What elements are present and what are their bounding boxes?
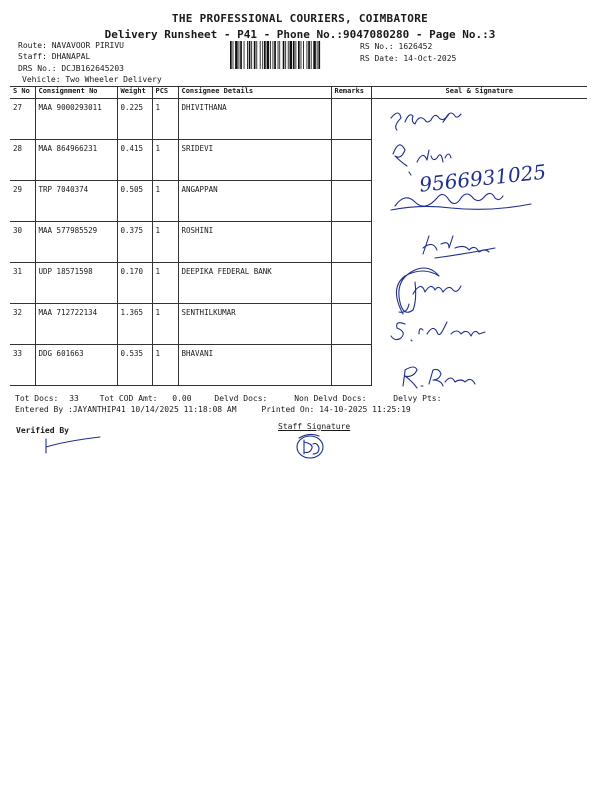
barcode bbox=[229, 41, 355, 69]
route-label: Route: bbox=[18, 41, 47, 50]
row-consignment: MAA 577985529 bbox=[35, 222, 117, 263]
barcode-bar bbox=[264, 41, 266, 69]
row-pcs: 1 bbox=[152, 345, 178, 386]
row-consignee: ANGAPPAN bbox=[178, 181, 331, 222]
row-sno: 32 bbox=[10, 304, 35, 345]
staff-signature-label: Staff Signature bbox=[278, 422, 351, 431]
barcode-bar bbox=[290, 41, 293, 69]
row-consignee: BHAVANI bbox=[178, 345, 331, 386]
barcode-bar bbox=[317, 41, 318, 69]
row-remarks bbox=[331, 222, 371, 263]
row-remarks bbox=[331, 263, 371, 304]
row-pcs: 1 bbox=[152, 304, 178, 345]
tot-docs-value: 33 bbox=[69, 394, 79, 403]
barcode-bar bbox=[235, 41, 238, 69]
row-weight: 0.375 bbox=[117, 222, 152, 263]
signature-row-31 bbox=[396, 268, 461, 314]
row-remarks bbox=[331, 99, 371, 140]
delvd-docs-label: Delvd Docs: bbox=[214, 394, 268, 403]
footer-entered-line bbox=[15, 405, 411, 414]
col-weight: Weight bbox=[117, 87, 152, 99]
non-delvd-docs-label: Non Delvd Docs: bbox=[294, 394, 367, 403]
entered-by-value: JAYANTHIP41 10/14/2025 11:18:08 AM bbox=[72, 405, 237, 414]
vehicle-line bbox=[22, 75, 162, 84]
printed-on-value: 14-10-2025 11:25:19 bbox=[319, 405, 411, 414]
drs-label: DRS No.: bbox=[18, 64, 57, 73]
route-value: NAVAVOOR PIRIVU bbox=[51, 41, 124, 50]
barcode-bar bbox=[273, 41, 274, 69]
row-sno: 33 bbox=[10, 345, 35, 386]
row-remarks bbox=[331, 140, 371, 181]
vehicle-label: Vehicle: bbox=[22, 75, 61, 84]
signature-row-29 bbox=[391, 193, 531, 210]
staff-signature bbox=[293, 432, 329, 460]
verified-by-signature bbox=[42, 433, 104, 455]
signature-row-28-phone: 9566931025 bbox=[418, 159, 548, 197]
row-weight: 1.365 bbox=[117, 304, 152, 345]
rs-date-label: RS Date: bbox=[360, 54, 399, 63]
rs-date-value: 14-Oct-2025 bbox=[403, 54, 457, 63]
barcode-bar bbox=[318, 41, 320, 69]
route-line bbox=[18, 41, 124, 50]
staff-label: Staff: bbox=[18, 52, 47, 61]
drs-line bbox=[18, 64, 124, 73]
row-pcs: 1 bbox=[152, 99, 178, 140]
row-sno: 31 bbox=[10, 263, 35, 304]
barcode-bar bbox=[254, 41, 256, 69]
barcode-bar bbox=[267, 41, 270, 69]
barcode-bar bbox=[249, 41, 251, 69]
barcode-bar bbox=[283, 41, 285, 69]
signature-row-33 bbox=[403, 367, 475, 388]
row-consignment: DDG 601663 bbox=[35, 345, 117, 386]
rs-date-line bbox=[360, 54, 456, 63]
barcode-bar bbox=[295, 41, 296, 69]
row-consignee: ROSHINI bbox=[178, 222, 331, 263]
barcode-bar bbox=[233, 41, 234, 69]
row-sno: 27 bbox=[10, 99, 35, 140]
barcode-bar bbox=[308, 41, 310, 69]
barcode-bar bbox=[298, 41, 300, 69]
row-consignee: DHIVITHANA bbox=[178, 99, 331, 140]
signature-row-27 bbox=[391, 113, 461, 130]
row-pcs: 1 bbox=[152, 181, 178, 222]
tot-cod-label: Tot COD Amt: bbox=[99, 394, 158, 403]
col-consignee: Consignee Details bbox=[178, 87, 331, 99]
row-weight: 0.225 bbox=[117, 99, 152, 140]
row-consignment: UDP 18571598 bbox=[35, 263, 117, 304]
row-sno: 30 bbox=[10, 222, 35, 263]
barcode-bar bbox=[303, 41, 304, 69]
row-consignee: SRIDEVI bbox=[178, 140, 331, 181]
col-remarks: Remarks bbox=[331, 87, 371, 99]
row-remarks bbox=[331, 181, 371, 222]
barcode-bar bbox=[244, 41, 245, 69]
entered-by-label: Entered By : bbox=[15, 405, 73, 414]
footer-totals bbox=[15, 394, 441, 403]
verified-by-label: Verified By bbox=[16, 426, 69, 435]
row-weight: 0.535 bbox=[117, 345, 152, 386]
barcode-bar bbox=[247, 41, 248, 69]
drs-value: DCJB162645203 bbox=[61, 64, 124, 73]
row-remarks bbox=[331, 304, 371, 345]
row-pcs: 1 bbox=[152, 140, 178, 181]
barcode-bar bbox=[288, 41, 289, 69]
row-sno: 28 bbox=[10, 140, 35, 181]
barcode-bar bbox=[311, 41, 312, 69]
barcode-bar bbox=[262, 41, 263, 69]
barcode-bar bbox=[230, 41, 232, 69]
barcode-bar bbox=[307, 41, 308, 69]
barcode-bar bbox=[240, 41, 242, 69]
rs-no-label: RS No.: bbox=[360, 42, 394, 51]
barcode-bar bbox=[301, 41, 302, 69]
col-sno: S No bbox=[10, 87, 35, 99]
row-consignment: TRP 7040374 bbox=[35, 181, 117, 222]
tot-cod-value: 0.00 bbox=[172, 394, 192, 403]
barcode-bar bbox=[274, 41, 276, 69]
row-pcs: 1 bbox=[152, 222, 178, 263]
runsheet-title: Delivery Runsheet - P41 - Phone No.:9047080280 - Page No.:3 bbox=[104, 28, 496, 41]
row-consignment: MAA 864966231 bbox=[35, 140, 117, 181]
rs-no-line bbox=[360, 42, 432, 51]
row-pcs: 1 bbox=[152, 263, 178, 304]
row-remarks bbox=[331, 345, 371, 386]
barcode-bar bbox=[293, 41, 295, 69]
printed-on-label: Printed On: bbox=[261, 405, 315, 414]
rs-no-value: 1626452 bbox=[398, 42, 433, 51]
row-consignee: DEEPIKA FEDERAL BANK bbox=[178, 263, 331, 304]
row-sno: 29 bbox=[10, 181, 35, 222]
row-weight: 0.505 bbox=[117, 181, 152, 222]
vehicle-value: Two Wheeler Delivery bbox=[65, 75, 162, 84]
barcode-bar bbox=[270, 41, 271, 69]
col-consignment: Consignment No bbox=[35, 87, 117, 99]
row-weight: 0.170 bbox=[117, 263, 152, 304]
tot-docs-label: Tot Docs: bbox=[15, 394, 59, 403]
row-weight: 0.415 bbox=[117, 140, 152, 181]
staff-line bbox=[18, 52, 90, 61]
barcode-bar bbox=[285, 41, 286, 69]
barcode-bar bbox=[256, 41, 257, 69]
signature-row-32 bbox=[391, 322, 485, 341]
barcode-bar bbox=[313, 41, 316, 69]
barcode-bar bbox=[260, 41, 261, 69]
barcode-bar bbox=[239, 41, 240, 69]
barcode-bar bbox=[278, 41, 279, 69]
row-consignee: SENTHILKUMAR bbox=[178, 304, 331, 345]
barcode-bar bbox=[279, 41, 280, 69]
table-header-row bbox=[10, 87, 587, 99]
barcode-bar bbox=[251, 41, 252, 69]
company-name: THE PROFESSIONAL COURIERS, COIMBATORE bbox=[171, 12, 429, 25]
signatures-overlay bbox=[375, 98, 590, 393]
row-consignment: MAA 9000293011 bbox=[35, 99, 117, 140]
row-consignment: MAA 712722134 bbox=[35, 304, 117, 345]
col-seal-signature: Seal & Signature bbox=[371, 87, 587, 99]
signature-row-30 bbox=[423, 236, 495, 258]
staff-value: DHANAPAL bbox=[51, 52, 91, 61]
delvy-pts-label: Delvy Pts: bbox=[393, 394, 442, 403]
col-pcs: PCS bbox=[152, 87, 178, 99]
